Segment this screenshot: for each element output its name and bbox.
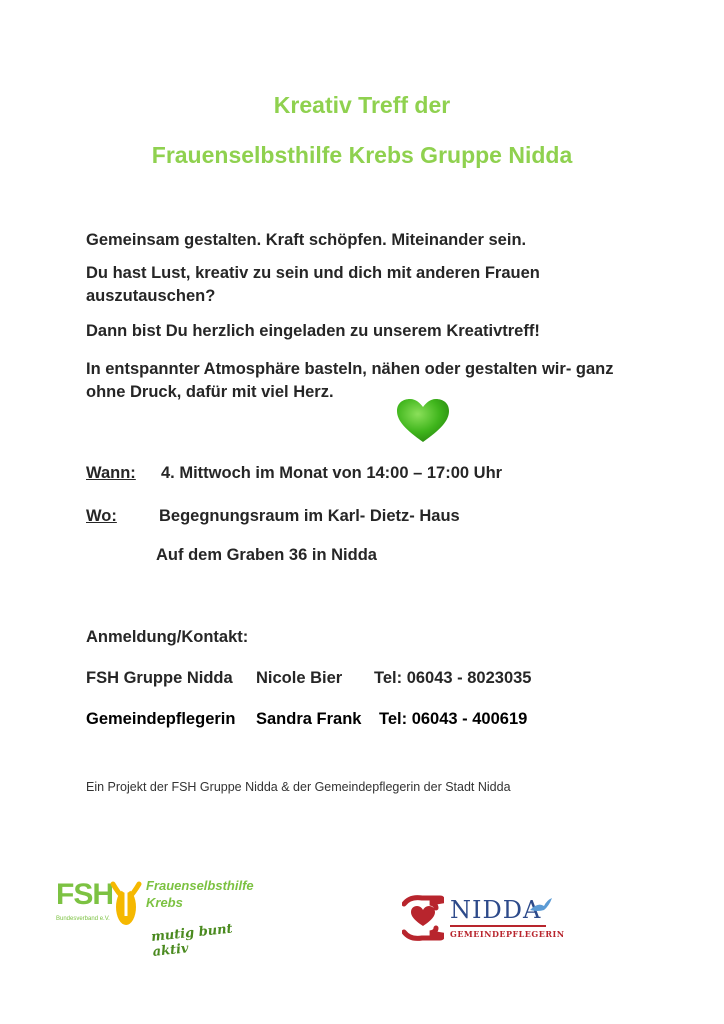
page-title-line-1: Kreativ Treff der — [273, 92, 451, 118]
fsh-logo-name-2: Krebs — [146, 895, 183, 910]
contact-org: FSH Gruppe Nidda — [86, 669, 233, 687]
nidda-logo-sub: GEMEINDEPFLEGERIN — [450, 929, 565, 939]
when-value: 4. Mittwoch im Monat von 14:00 – 17:00 Uhr — [161, 464, 503, 482]
contact-tel: Tel: 06043 - 8023035 — [374, 669, 532, 687]
fsh-logo-abbr: FSH — [56, 878, 113, 911]
intro-paragraph-2 — [86, 262, 540, 308]
where-label: Wo: — [86, 507, 117, 525]
where-address: Auf dem Graben 36 in Nidda — [156, 546, 377, 564]
intro-paragraph-4-line-1: In entspannter Atmosphäre basteln, nähen oder gestalten wir- ganz — [86, 360, 614, 378]
contact-tel: Tel: 06043 - 400619 — [379, 710, 528, 728]
bird-icon — [530, 898, 552, 914]
nidda-logo-name: NIDDA — [450, 896, 542, 924]
heart-icon — [396, 398, 450, 444]
contact-name: Nicole Bier — [256, 669, 343, 687]
when-label: Wann: — [86, 464, 136, 482]
nidda-logo — [402, 890, 565, 950]
intro-paragraph-3: Dann bist Du herzlich eingeladen zu unserem Kreativtreff! — [86, 322, 540, 340]
intro-paragraph-4-line-2: ohne Druck, dafür mit viel Herz. — [86, 383, 334, 401]
contact-name: Sandra Frank — [256, 710, 362, 728]
contact-org: Gemeindepflegerin — [86, 710, 236, 728]
fsh-logo-name-1: Frauenselbsthilfe — [146, 878, 254, 893]
intro-paragraph-2-line-1: Du hast Lust, kreativ zu sein und dich mit anderen Frauen — [86, 264, 540, 282]
fsh-person-icon — [110, 878, 142, 928]
intro-paragraph-1: Gemeinsam gestalten. Kraft schöpfen. Miteinander sein. — [86, 231, 527, 249]
fsh-logo-slogan: mutig bunt aktiv — [150, 921, 234, 960]
intro-paragraph-2-line-2: auszutauschen? — [86, 287, 216, 305]
fsh-logo — [56, 876, 256, 960]
fsh-logo-sub: Bundesverband e.V. — [56, 916, 110, 922]
page-title-line-2: Frauenselbsthilfe Krebs Gruppe Nidda — [151, 142, 573, 168]
nidda-logo-rule — [450, 925, 546, 927]
intro-paragraph-4 — [86, 358, 613, 404]
contact-heading: Anmeldung/Kontakt: — [86, 628, 249, 646]
where-value: Begegnungsraum im Karl- Dietz- Haus — [159, 507, 460, 525]
hands-heart-icon — [402, 892, 444, 944]
footer-note: Ein Projekt der FSH Gruppe Nidda & der Gemeindepflegerin der Stadt Nidda — [86, 780, 511, 794]
